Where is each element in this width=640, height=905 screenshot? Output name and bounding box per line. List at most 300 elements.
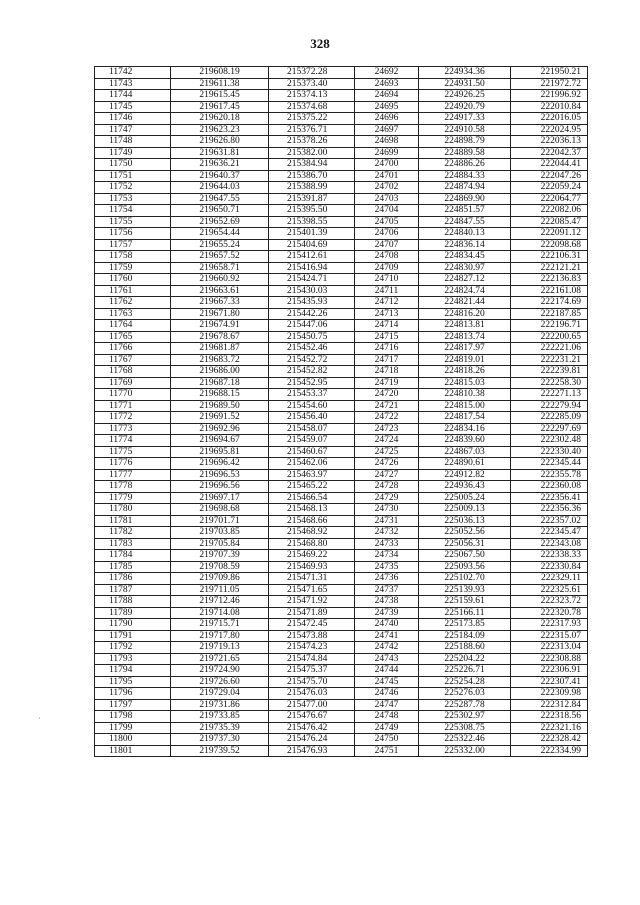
table-cell: 24744	[355, 665, 419, 677]
table-cell: 215447.06	[269, 320, 355, 332]
table-row	[95, 607, 588, 619]
table-cell: 215471.89	[269, 607, 355, 619]
table-cell: 215456.40	[269, 412, 355, 424]
table-cell: 222343.08	[511, 538, 588, 550]
table-cell: 24697	[355, 124, 419, 136]
table-cell: 219636.21	[171, 159, 269, 171]
table-cell: 215468.13	[269, 504, 355, 516]
table-cell: 219654.44	[171, 228, 269, 240]
table-cell: 224817.54	[419, 412, 511, 424]
table-row	[95, 262, 588, 274]
table-cell: 24702	[355, 182, 419, 194]
table-cell: 24708	[355, 251, 419, 263]
table-cell: 11742	[95, 67, 171, 79]
table-cell: 222313.04	[511, 642, 588, 654]
table-cell: 219697.17	[171, 492, 269, 504]
table-cell: 219737.30	[171, 734, 269, 746]
table-cell: 219650.71	[171, 205, 269, 217]
table-cell: 11766	[95, 343, 171, 355]
table-cell: 11780	[95, 504, 171, 516]
table-cell: 215468.80	[269, 538, 355, 550]
table-cell: 24731	[355, 515, 419, 527]
table-cell: 24692	[355, 67, 419, 79]
table-row	[95, 688, 588, 700]
table-row	[95, 147, 588, 159]
table-cell: 215430.03	[269, 285, 355, 297]
table-cell: 24695	[355, 101, 419, 113]
table-row	[95, 745, 588, 757]
table-cell: 219615.45	[171, 90, 269, 102]
table-cell: 222042.37	[511, 147, 588, 159]
table-cell: 222345.44	[511, 458, 588, 470]
table-cell: 224869.90	[419, 193, 511, 205]
table-cell: 222196.71	[511, 320, 588, 332]
table-cell: 225102.70	[419, 573, 511, 585]
table-cell: 215384.94	[269, 159, 355, 171]
table-cell: 215391.87	[269, 193, 355, 205]
table-cell: 224816.20	[419, 308, 511, 320]
table-cell: 224813.74	[419, 331, 511, 343]
table-row	[95, 124, 588, 136]
table-cell: 225056.31	[419, 538, 511, 550]
table-cell: 222302.48	[511, 435, 588, 447]
table-cell: 222044.41	[511, 159, 588, 171]
table-row	[95, 504, 588, 516]
table-cell: 219735.39	[171, 722, 269, 734]
table-row	[95, 561, 588, 573]
table-cell: 219663.61	[171, 285, 269, 297]
table-cell: 224821.44	[419, 297, 511, 309]
table-cell: 11782	[95, 527, 171, 539]
table-cell: 11794	[95, 665, 171, 677]
table-cell: 215375.22	[269, 113, 355, 125]
table-cell: 215476.42	[269, 722, 355, 734]
table-cell: 11758	[95, 251, 171, 263]
table-cell: 221996.92	[511, 90, 588, 102]
table-cell: 24718	[355, 366, 419, 378]
table-row	[95, 182, 588, 194]
table-cell: 219707.39	[171, 550, 269, 562]
table-cell: 11777	[95, 469, 171, 481]
table-cell: 224819.01	[419, 354, 511, 366]
table-cell: 24713	[355, 308, 419, 320]
table-cell: 225302.97	[419, 711, 511, 723]
table-row	[95, 228, 588, 240]
table-cell: 215442.26	[269, 308, 355, 320]
table-cell: 222355.78	[511, 469, 588, 481]
table-cell: 24742	[355, 642, 419, 654]
table-cell: 224818.26	[419, 366, 511, 378]
table-cell: 224867.03	[419, 446, 511, 458]
table-cell: 222309.98	[511, 688, 588, 700]
table-cell: 219623.23	[171, 124, 269, 136]
table-cell: 24709	[355, 262, 419, 274]
table-cell: 215466.54	[269, 492, 355, 504]
table-cell: 219698.68	[171, 504, 269, 516]
table-cell: 11779	[95, 492, 171, 504]
table-row	[95, 665, 588, 677]
table-row	[95, 90, 588, 102]
table-cell: 24730	[355, 504, 419, 516]
table-cell: 225332.00	[419, 745, 511, 757]
table-cell: 219731.86	[171, 699, 269, 711]
table-cell: 215471.65	[269, 584, 355, 596]
table-cell: 219686.00	[171, 366, 269, 378]
table-cell: 215452.72	[269, 354, 355, 366]
table-cell: 215435.93	[269, 297, 355, 309]
table-cell: 215476.03	[269, 688, 355, 700]
table-cell: 219655.24	[171, 239, 269, 251]
table-cell: 222306.91	[511, 665, 588, 677]
table-cell: 24733	[355, 538, 419, 550]
table-cell: 219733.85	[171, 711, 269, 723]
table-row	[95, 435, 588, 447]
table-cell: 219608.19	[171, 67, 269, 79]
table-cell: 219681.87	[171, 343, 269, 355]
table-cell: 24704	[355, 205, 419, 217]
table-cell: 222106.31	[511, 251, 588, 263]
table-cell: 24739	[355, 607, 419, 619]
table-cell: 215468.66	[269, 515, 355, 527]
table-cell: 215463.97	[269, 469, 355, 481]
table-cell: 219701.71	[171, 515, 269, 527]
table-cell: 222312.84	[511, 699, 588, 711]
table-cell: 215412.61	[269, 251, 355, 263]
table-cell: 222323.72	[511, 596, 588, 608]
table-cell: 225287.78	[419, 699, 511, 711]
table-cell: 222328.42	[511, 734, 588, 746]
table-cell: 225093.56	[419, 561, 511, 573]
table-cell: 221972.72	[511, 78, 588, 90]
table-cell: 11797	[95, 699, 171, 711]
table-cell: 24711	[355, 285, 419, 297]
table-row	[95, 113, 588, 125]
table-cell: 215404.69	[269, 239, 355, 251]
table-cell: 11790	[95, 619, 171, 631]
table-cell: 215477.00	[269, 699, 355, 711]
table-cell: 215386.70	[269, 170, 355, 182]
table-cell: 11796	[95, 688, 171, 700]
table-row	[95, 239, 588, 251]
table-cell: 215388.99	[269, 182, 355, 194]
table-cell: 215382.00	[269, 147, 355, 159]
table-cell: 222059.24	[511, 182, 588, 194]
table-cell: 215398.55	[269, 216, 355, 228]
table-cell: 215468.92	[269, 527, 355, 539]
table-row	[95, 619, 588, 631]
table-cell: 221950.21	[511, 67, 588, 79]
table-cell: 222200.65	[511, 331, 588, 343]
table-cell: 24701	[355, 170, 419, 182]
table-cell: 225226.71	[419, 665, 511, 677]
table-cell: 24736	[355, 573, 419, 585]
table-row	[95, 699, 588, 711]
table-cell: 24728	[355, 481, 419, 493]
table-cell: 222231.21	[511, 354, 588, 366]
table-cell: 215395.50	[269, 205, 355, 217]
table-cell: 24737	[355, 584, 419, 596]
table-cell: 24698	[355, 136, 419, 148]
table-cell: 222330.40	[511, 446, 588, 458]
table-cell: 219683.72	[171, 354, 269, 366]
table-cell: 11757	[95, 239, 171, 251]
table-cell: 219709.86	[171, 573, 269, 585]
table-cell: 224840.13	[419, 228, 511, 240]
table-cell: 24750	[355, 734, 419, 746]
table-cell: 24734	[355, 550, 419, 562]
table-cell: 215454.60	[269, 400, 355, 412]
table-cell: 215462.06	[269, 458, 355, 470]
table-cell: 215469.93	[269, 561, 355, 573]
table-cell: 222318.56	[511, 711, 588, 723]
table-cell: 219658.71	[171, 262, 269, 274]
table-cell: 225322.46	[419, 734, 511, 746]
table-cell: 215373.40	[269, 78, 355, 90]
table-row	[95, 458, 588, 470]
table-row	[95, 423, 588, 435]
table-cell: 224936.43	[419, 481, 511, 493]
table-cell: 224910.58	[419, 124, 511, 136]
table-row	[95, 205, 588, 217]
table-cell: 222357.02	[511, 515, 588, 527]
table-cell: 11765	[95, 331, 171, 343]
table-cell: 224934.36	[419, 67, 511, 79]
table-cell: 219721.65	[171, 653, 269, 665]
table-cell: 224874.94	[419, 182, 511, 194]
table-cell: 11776	[95, 458, 171, 470]
table-cell: 219647.55	[171, 193, 269, 205]
table-cell: 215374.13	[269, 90, 355, 102]
table-cell: 11771	[95, 400, 171, 412]
table-cell: 11755	[95, 216, 171, 228]
table-cell: 11785	[95, 561, 171, 573]
table-cell: 222036.13	[511, 136, 588, 148]
table-cell: 24725	[355, 446, 419, 458]
table-cell: 219705.84	[171, 538, 269, 550]
table-cell: 222329.11	[511, 573, 588, 585]
table-row	[95, 285, 588, 297]
coordinates-table-body	[95, 67, 588, 757]
table-cell: 219671.80	[171, 308, 269, 320]
table-cell: 219719.13	[171, 642, 269, 654]
table-cell: 224815.03	[419, 377, 511, 389]
table-cell: 24751	[355, 745, 419, 757]
table-cell: 225139.93	[419, 584, 511, 596]
table-cell: 225276.03	[419, 688, 511, 700]
table-cell: 222325.61	[511, 584, 588, 596]
table-cell: 225159.61	[419, 596, 511, 608]
table-cell: 24703	[355, 193, 419, 205]
table-cell: 219617.45	[171, 101, 269, 113]
table-cell: 215460.67	[269, 446, 355, 458]
table-row	[95, 274, 588, 286]
table-cell: 11791	[95, 630, 171, 642]
table-row	[95, 550, 588, 562]
table-cell: 215452.82	[269, 366, 355, 378]
table-row	[95, 515, 588, 527]
table-cell: 222297.69	[511, 423, 588, 435]
table-cell: 224912.82	[419, 469, 511, 481]
table-cell: 222360.08	[511, 481, 588, 493]
table-cell: 11773	[95, 423, 171, 435]
table-cell: 222082.06	[511, 205, 588, 217]
table-cell: 11772	[95, 412, 171, 424]
table-cell: 224890.61	[419, 458, 511, 470]
table-cell: 215372.28	[269, 67, 355, 79]
table-cell: 11752	[95, 182, 171, 194]
table-cell: 215476.67	[269, 711, 355, 723]
table-cell: 215474.84	[269, 653, 355, 665]
table-cell: 24707	[355, 239, 419, 251]
table-cell: 222085.47	[511, 216, 588, 228]
table-row	[95, 722, 588, 734]
table-cell: 222024.95	[511, 124, 588, 136]
table-row	[95, 527, 588, 539]
table-cell: 219696.56	[171, 481, 269, 493]
table-row	[95, 170, 588, 182]
table-cell: 219626.80	[171, 136, 269, 148]
table-cell: 225184.09	[419, 630, 511, 642]
table-cell: 11754	[95, 205, 171, 217]
table-cell: 11786	[95, 573, 171, 585]
table-cell: 224815.00	[419, 400, 511, 412]
table-cell: 215452.95	[269, 377, 355, 389]
table-cell: 11799	[95, 722, 171, 734]
table-cell: 219674.91	[171, 320, 269, 332]
table-cell: 222321.16	[511, 722, 588, 734]
table-row	[95, 469, 588, 481]
table-cell: 11787	[95, 584, 171, 596]
table-cell: 215476.24	[269, 734, 355, 746]
table-cell: 219631.81	[171, 147, 269, 159]
table-cell: 219724.90	[171, 665, 269, 677]
table-cell: 219717.80	[171, 630, 269, 642]
table-cell: 222098.68	[511, 239, 588, 251]
table-cell: 215374.68	[269, 101, 355, 113]
table-cell: 11746	[95, 113, 171, 125]
table-row	[95, 136, 588, 148]
table-cell: 11744	[95, 90, 171, 102]
table-cell: 24712	[355, 297, 419, 309]
table-cell: 11753	[95, 193, 171, 205]
table-cell: 11761	[95, 285, 171, 297]
table-cell: 24735	[355, 561, 419, 573]
table-cell: 224830.97	[419, 262, 511, 274]
table-cell: 219687.18	[171, 377, 269, 389]
table-cell: 224813.81	[419, 320, 511, 332]
table-cell: 24716	[355, 343, 419, 355]
table-cell: 215416.94	[269, 262, 355, 274]
table-row	[95, 711, 588, 723]
table-row	[95, 400, 588, 412]
table-cell: 24748	[355, 711, 419, 723]
table-cell: 219696.42	[171, 458, 269, 470]
table-cell: 215459.07	[269, 435, 355, 447]
table-row	[95, 538, 588, 550]
table-cell: 24740	[355, 619, 419, 631]
table-cell: 11748	[95, 136, 171, 148]
table-cell: 11781	[95, 515, 171, 527]
table-cell: 224886.26	[419, 159, 511, 171]
table-row	[95, 630, 588, 642]
table-cell: 219726.60	[171, 676, 269, 688]
table-cell: 219620.18	[171, 113, 269, 125]
table-cell: 224817.97	[419, 343, 511, 355]
table-cell: 219678.67	[171, 331, 269, 343]
table-cell: 215475.70	[269, 676, 355, 688]
table-cell: 11767	[95, 354, 171, 366]
table-row	[95, 573, 588, 585]
table-row	[95, 676, 588, 688]
table-cell: 215473.88	[269, 630, 355, 642]
table-cell: 11747	[95, 124, 171, 136]
table-cell: 11789	[95, 607, 171, 619]
table-row	[95, 331, 588, 343]
table-row	[95, 308, 588, 320]
table-cell: 225036.13	[419, 515, 511, 527]
table-row	[95, 101, 588, 113]
table-row	[95, 67, 588, 79]
table-cell: 222334.99	[511, 745, 588, 757]
table-row	[95, 297, 588, 309]
table-row	[95, 596, 588, 608]
table-cell: 11784	[95, 550, 171, 562]
table-cell: 224917.33	[419, 113, 511, 125]
table-cell: 24717	[355, 354, 419, 366]
table-row	[95, 642, 588, 654]
table-cell: 222345.47	[511, 527, 588, 539]
table-cell: 215469.22	[269, 550, 355, 562]
table-cell: 219688.15	[171, 389, 269, 401]
table-cell: 24696	[355, 113, 419, 125]
table-cell: 24700	[355, 159, 419, 171]
table-cell: 11798	[95, 711, 171, 723]
table-cell: 225052.56	[419, 527, 511, 539]
table-cell: 24694	[355, 90, 419, 102]
table-cell: 219711.05	[171, 584, 269, 596]
table-cell: 222174.69	[511, 297, 588, 309]
table-row	[95, 584, 588, 596]
table-cell: 11751	[95, 170, 171, 182]
table-cell: 222047.26	[511, 170, 588, 182]
table-cell: 222016.05	[511, 113, 588, 125]
page-number: 328	[310, 36, 330, 51]
table-cell: 11792	[95, 642, 171, 654]
table-cell: 224839.60	[419, 435, 511, 447]
table-cell: 222308.88	[511, 653, 588, 665]
table-row	[95, 216, 588, 228]
table-cell: 224827.12	[419, 274, 511, 286]
table-cell: 24726	[355, 458, 419, 470]
table-cell: 222307.41	[511, 676, 588, 688]
table-cell: 24738	[355, 596, 419, 608]
table-cell: 24743	[355, 653, 419, 665]
table-cell: 224920.79	[419, 101, 511, 113]
table-cell: 215474.23	[269, 642, 355, 654]
table-cell: 219689.50	[171, 400, 269, 412]
table-cell: 215453.37	[269, 389, 355, 401]
table-cell: 222161.08	[511, 285, 588, 297]
table-cell: 24724	[355, 435, 419, 447]
table-cell: 225188.60	[419, 642, 511, 654]
table-cell: 225173.85	[419, 619, 511, 631]
table-cell: 225254.28	[419, 676, 511, 688]
table-row	[95, 251, 588, 263]
table-cell: 224847.55	[419, 216, 511, 228]
table-cell: 219611.38	[171, 78, 269, 90]
table-cell: 224889.58	[419, 147, 511, 159]
table-cell: 219715.71	[171, 619, 269, 631]
